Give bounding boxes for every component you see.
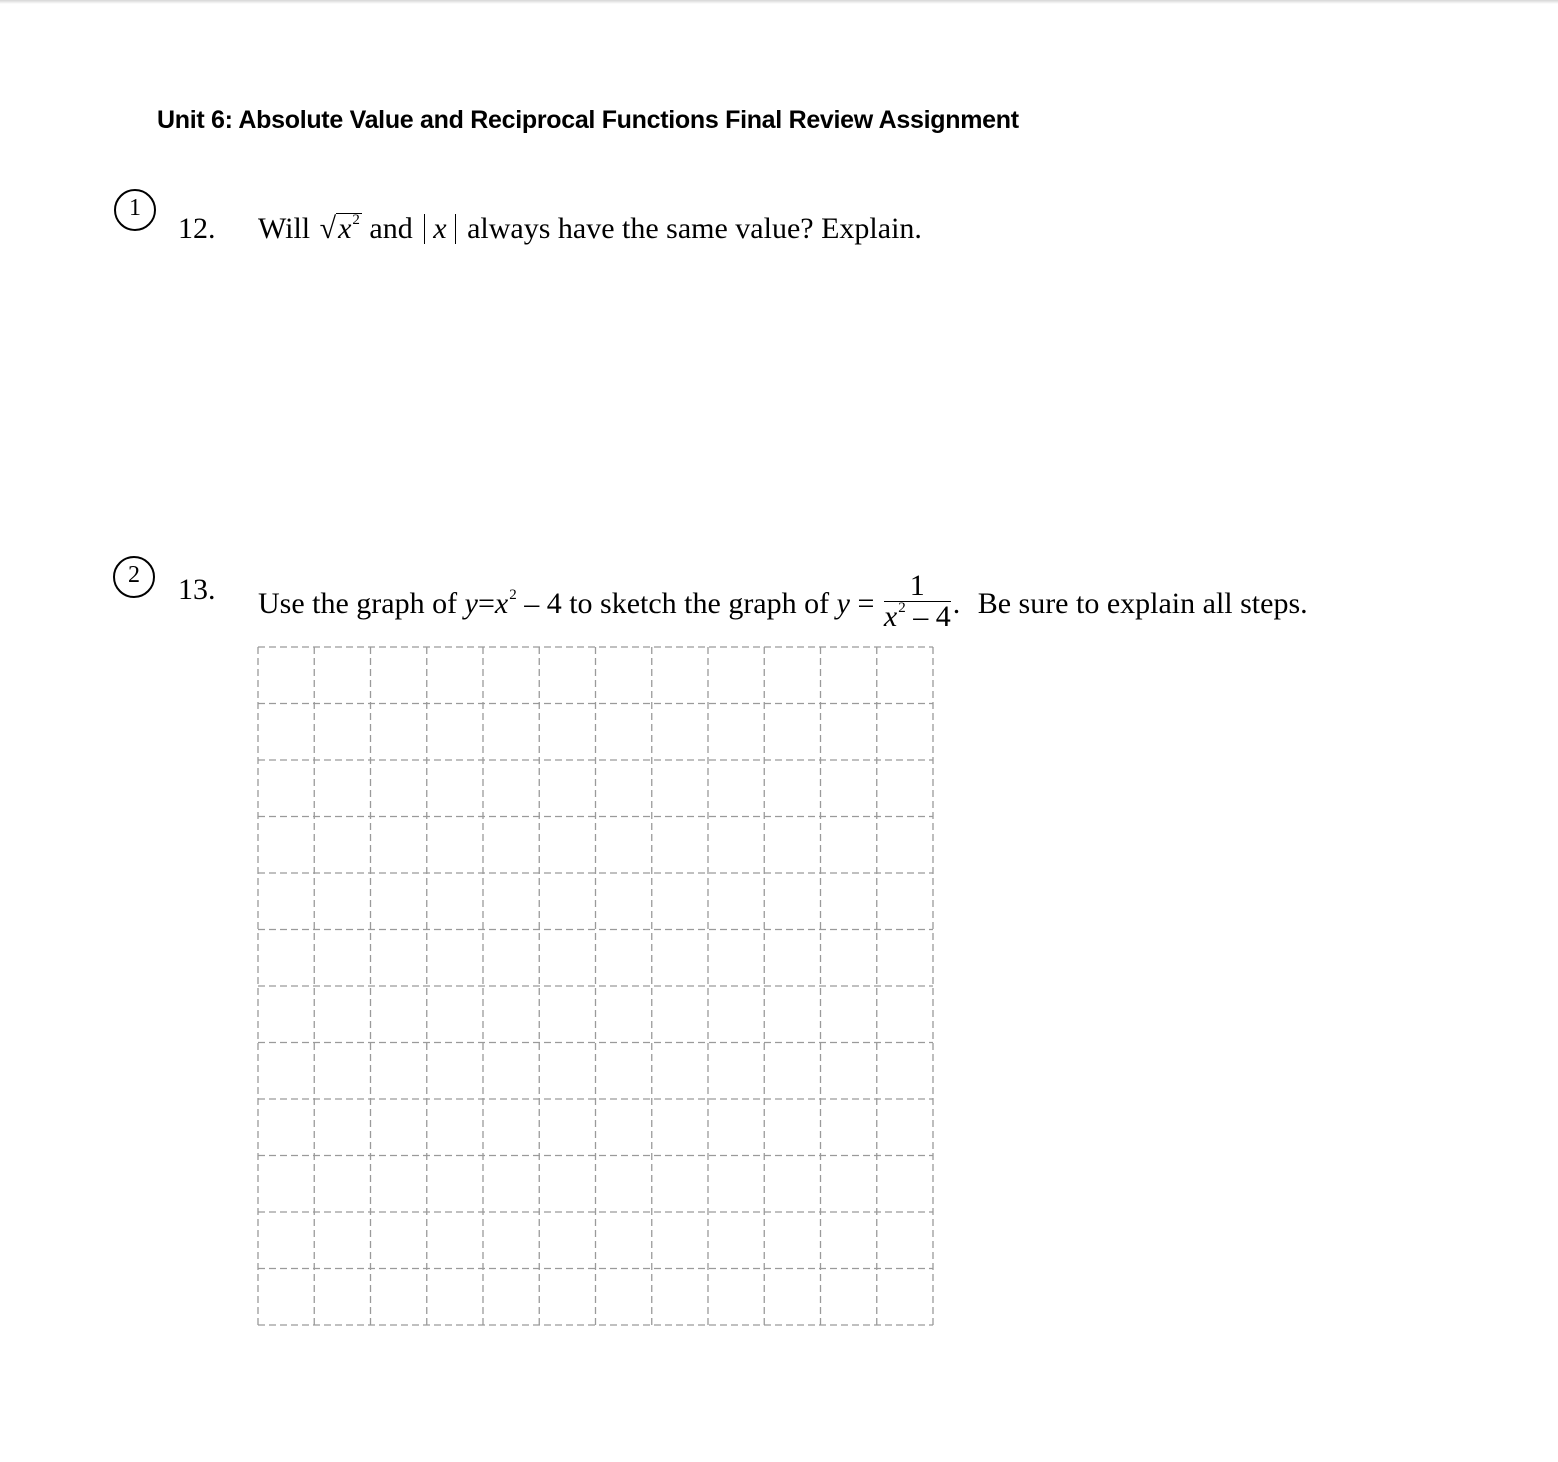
reciprocal-fraction [884, 571, 951, 637]
eq1-equals: = [477, 586, 495, 620]
question-marks-circle-2: 2 [113, 556, 155, 598]
question-marks-circle-1: 1 [114, 189, 156, 231]
question-number-12: 12. [178, 212, 216, 245]
sqrt-variable: x [338, 212, 352, 245]
question-number-13: 13. [178, 573, 216, 606]
graph-grid-svg[interactable] [257, 646, 934, 1327]
eq2-equals: = [857, 586, 875, 620]
sqrt-icon: √ [319, 212, 337, 245]
q12-and: and [369, 212, 413, 245]
page-title: Unit 6: Absolute Value and Reciprocal Functions Final Review Assignment [157, 106, 1019, 134]
absolute-value-expression [424, 214, 455, 244]
eq1-variable: x [494, 586, 509, 620]
q12-rest: always have the same value? Explain. [467, 212, 922, 245]
fraction-numerator: 1 [884, 571, 951, 602]
question-13-text [258, 569, 1308, 639]
q13-period: . [952, 586, 961, 620]
eq2-lhs: y [836, 586, 850, 620]
sqrt-exponent: 2 [352, 212, 360, 228]
denominator-variable: x [883, 600, 898, 633]
q13-mid: to sketch the graph of [569, 586, 830, 620]
eq1-exponent: 2 [509, 586, 517, 603]
q13-lead: Use the graph of [258, 586, 458, 620]
denominator-exponent: 2 [898, 600, 906, 616]
page-top-shadow [0, 0, 1558, 4]
graph-grid[interactable] [257, 646, 934, 1332]
q12-will: Will [258, 212, 311, 245]
denominator-rest: – 4 [913, 600, 951, 633]
eq1-lhs: y [464, 586, 478, 620]
q13-tail: Be sure to explain all steps. [977, 586, 1308, 620]
fraction-denominator [884, 602, 951, 637]
sqrt-expression [318, 212, 362, 249]
abs-variable: x [433, 212, 447, 245]
eq1-rest: – 4 [524, 586, 562, 620]
question-12-text [258, 212, 922, 249]
sqrt-radicand [336, 213, 362, 249]
